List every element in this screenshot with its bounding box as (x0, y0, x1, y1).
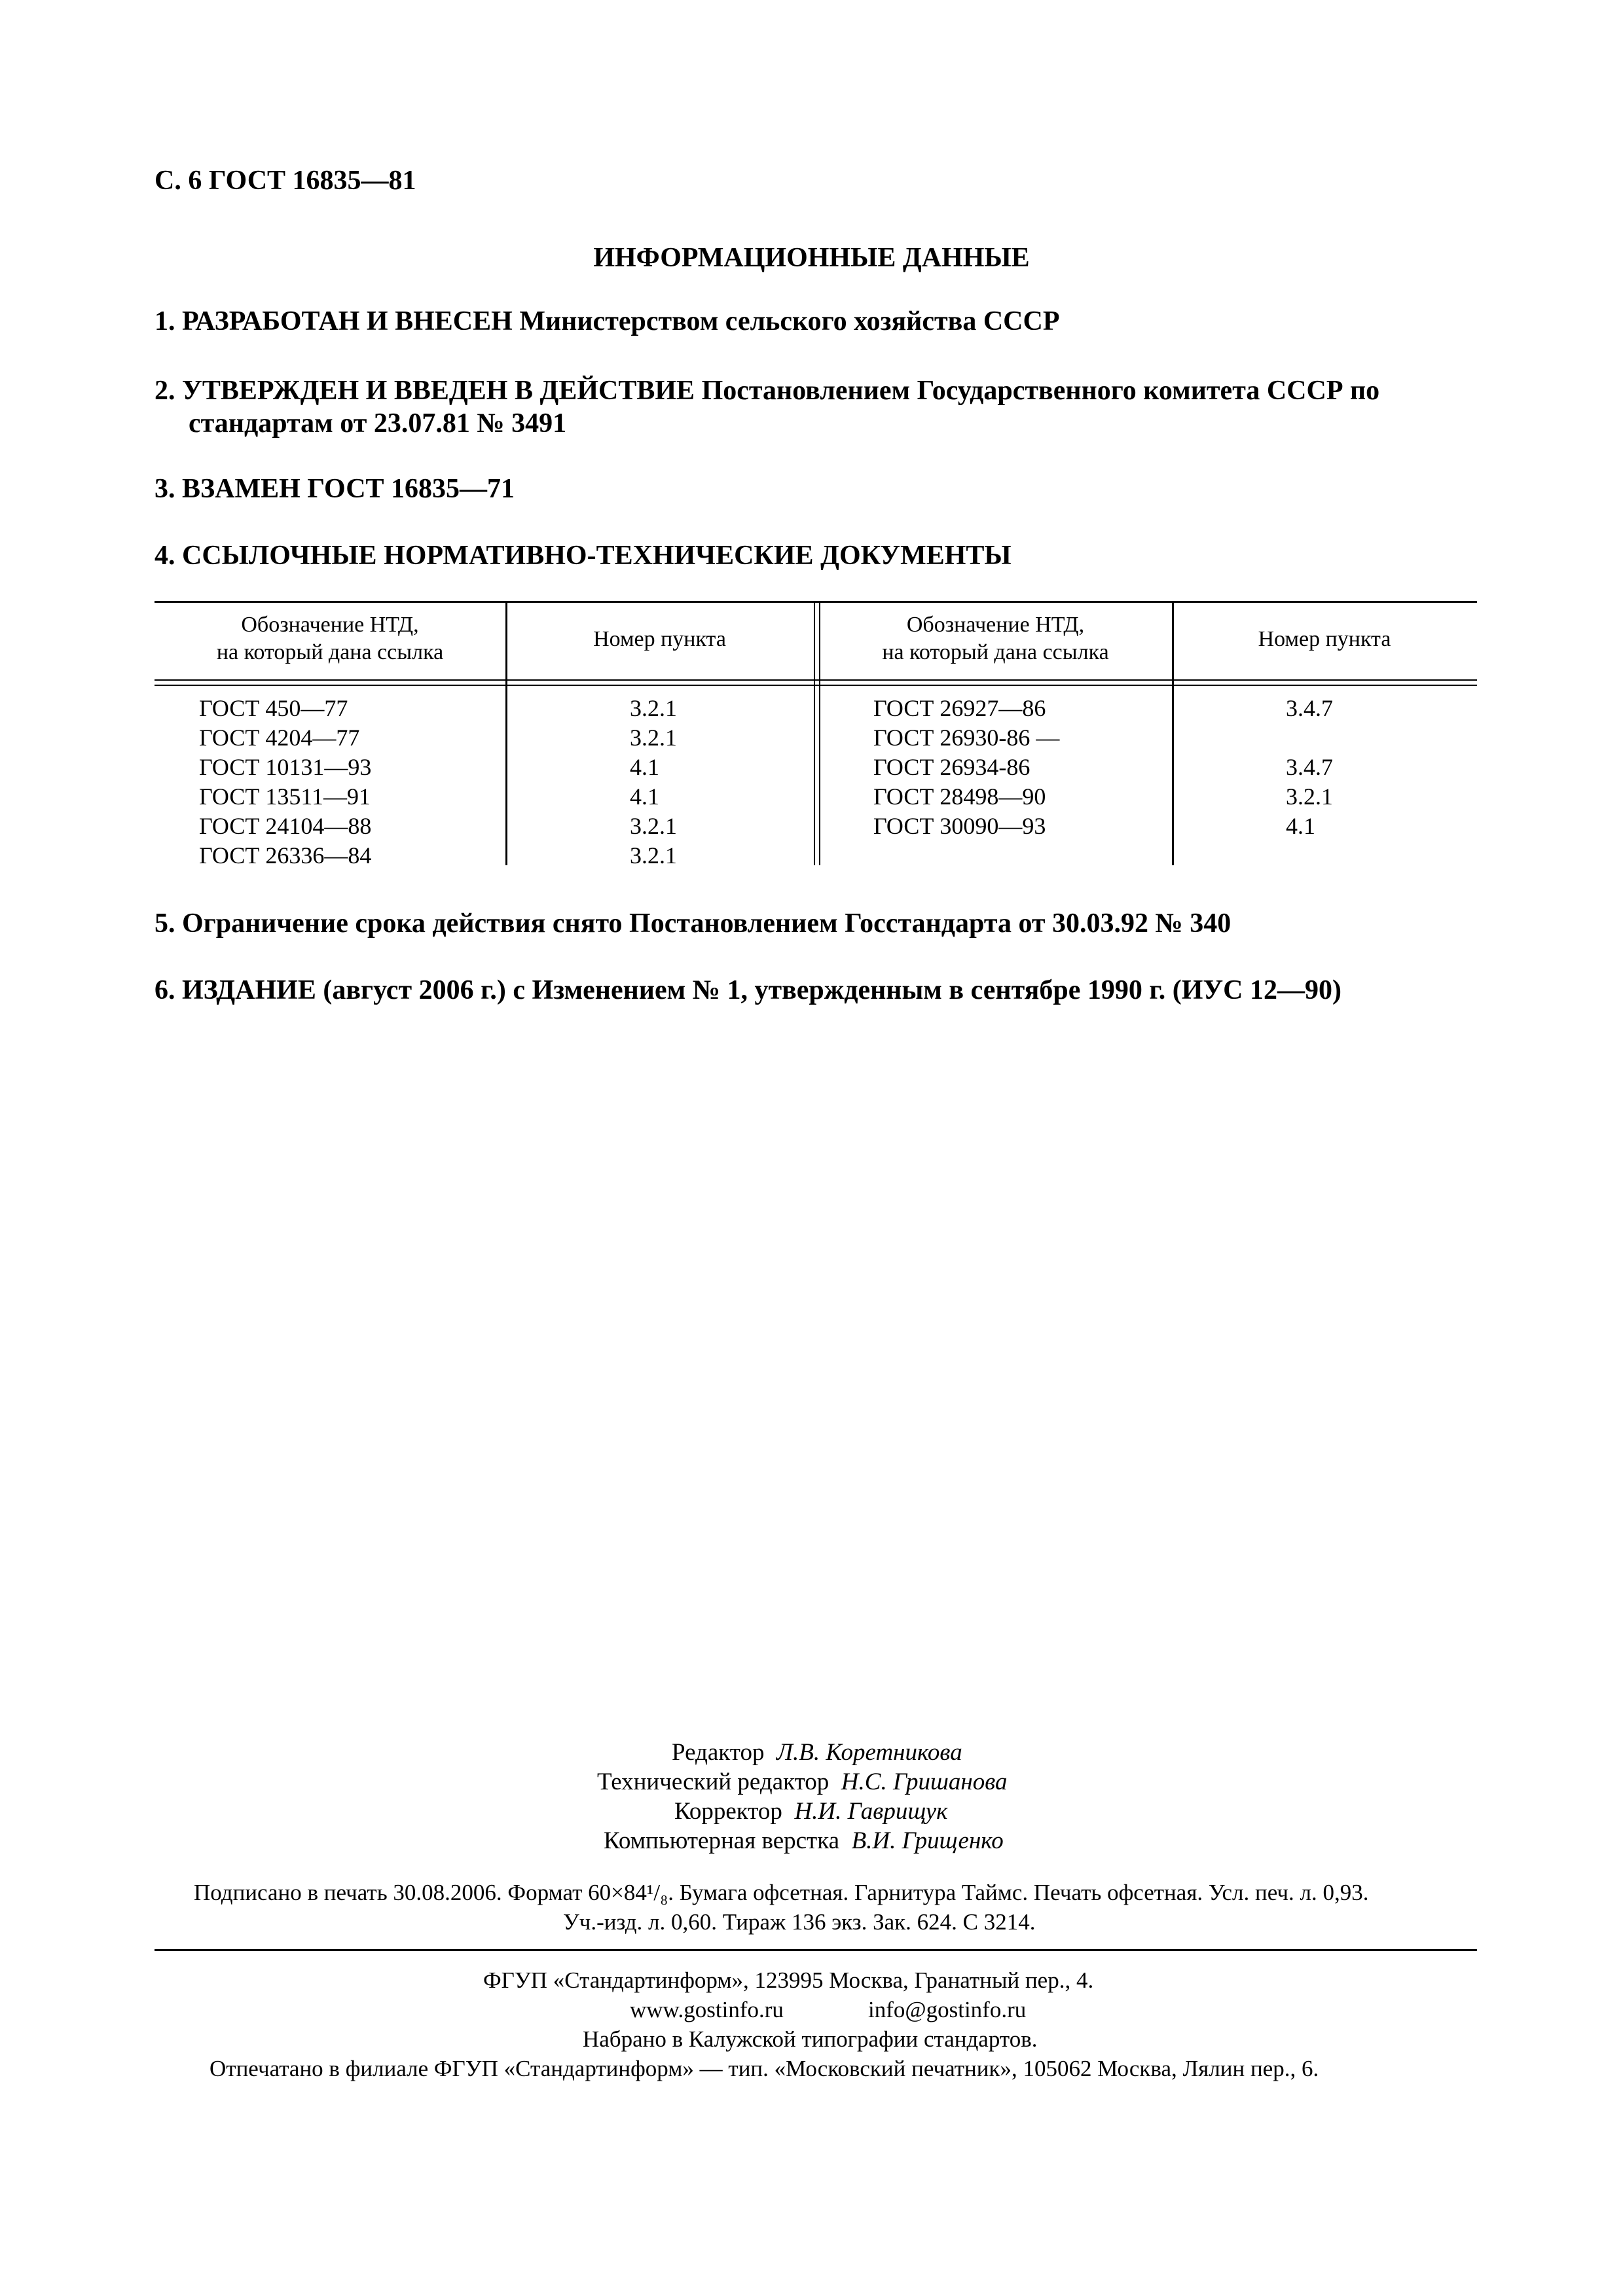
credit-tech-editor (597, 1768, 1008, 1796)
item-number: 1. (155, 306, 175, 336)
item-caps: ВЗАМЕН ГОСТ 16835—71 (182, 474, 515, 504)
table-cell-point: 3.2.1 (630, 813, 677, 839)
table-cell-point: 3.2.1 (630, 725, 677, 751)
table-cell-doc: ГОСТ 10131—93 (199, 754, 372, 780)
item-number: 5. (155, 908, 175, 939)
publisher-email: info@gostinfo.ru (868, 1997, 1027, 2022)
table-header-rule (155, 685, 1477, 686)
item-number: 3. (155, 474, 175, 504)
credit-name: В.И. Грищенко (851, 1827, 1004, 1854)
table-top-rule (155, 601, 1477, 603)
item-text: (август 2006 г.) с Изменением № 1, утвержденным в сентябре 1990 г. (ИУС 12—90) (316, 975, 1341, 1005)
credit-name: Н.И. Гаврищук (794, 1798, 948, 1825)
table-cell-point: 3.2.1 (630, 842, 677, 869)
table-cell-doc: ГОСТ 26930-86 — (873, 725, 1060, 751)
item-number: 2. (155, 376, 175, 406)
item-caps: ИЗДАНИЕ (182, 975, 316, 1005)
item-caps: УТВЕРЖДЕН И ВВЕДЕН В ДЕЙСТВИЕ (182, 376, 695, 406)
item-number: 4. (155, 541, 175, 571)
info-item-1 (155, 305, 1477, 338)
publisher-printed: Отпечатано в филиале ФГУП «Стандартинформ» — тип. «Московский печатник», 105062 Москва, Лялин пер., 6. (210, 2056, 1319, 2081)
table-header-rule (155, 679, 1477, 681)
footer-rule (155, 1949, 1477, 1951)
header-ntd-right (819, 611, 1172, 666)
column-divider (814, 601, 815, 865)
imprint-line-1: Подписано в печать 30.08.2006. Формат 60×84¹/₈. Бумага офсетная. Гарнитура Таймс. Печать офсетная. Усл. печ. л. 0,93. (194, 1880, 1369, 1905)
table-cell-doc: ГОСТ 4204—77 (199, 725, 360, 751)
table-cell-doc: ГОСТ 26336—84 (199, 842, 372, 869)
credit-role: Редактор (672, 1739, 765, 1766)
info-item-2 (155, 374, 1511, 440)
credit-role: Технический редактор (597, 1768, 830, 1795)
header-ntd-left (155, 611, 505, 666)
credit-editor (672, 1738, 962, 1767)
info-item-6 (155, 974, 1477, 1007)
publisher-address: ФГУП «Стандартинформ», 123995 Москва, Гранатный пер., 4. (483, 1967, 1094, 1993)
credit-role: Компьютерная верстка (604, 1827, 840, 1854)
item-text: Министерством сельского хозяйства СССР (512, 306, 1060, 336)
table-cell-point: 4.1 (630, 754, 659, 780)
header-text: на который дана ссылка (882, 640, 1109, 664)
header-point-left: Номер пункта (593, 627, 726, 651)
running-head: С. 6 ГОСТ 16835—81 (155, 166, 416, 196)
table-cell-point: 3.2.1 (1286, 783, 1333, 810)
header-point-right: Номер пункта (1258, 627, 1391, 651)
item-text: Постановлением Государственного комитета СССР по стандартам от 23.07.81 № 3491 (189, 376, 1380, 439)
table-cell-doc: ГОСТ 450—77 (199, 695, 348, 721)
table-cell-point: 3.4.7 (1286, 754, 1333, 780)
credit-name: Н.С. Гришанова (841, 1768, 1008, 1795)
item-caps: РАЗРАБОТАН И ВНЕСЕН (182, 306, 513, 336)
credit-layout (604, 1827, 1004, 1855)
imprint-line-2: Уч.-изд. л. 0,60. Тираж 136 экз. Зак. 624. С 3214. (563, 1909, 1036, 1935)
info-item-5 (155, 907, 1477, 940)
section-title: ИНФОРМАЦИОННЫЕ ДАННЫЕ (593, 243, 1030, 273)
header-text: Обозначение НТД, (906, 613, 1085, 637)
table-cell-point: 4.1 (1286, 813, 1315, 839)
header-text: Обозначение НТД, (241, 613, 419, 637)
table-cell-doc: ГОСТ 24104—88 (199, 813, 372, 839)
credit-role: Корректор (674, 1798, 782, 1825)
table-cell-point: 3.4.7 (1286, 695, 1333, 721)
info-item-3 (155, 473, 1477, 505)
table-cell-doc: ГОСТ 30090—93 (873, 813, 1046, 839)
item-text: Ограничение срока действия снято Постановлением Госстандарта от 30.03.92 № 340 (182, 908, 1231, 939)
info-item-4 (155, 539, 1477, 572)
publisher-website: www.gostinfo.ru (630, 1997, 784, 2022)
table-cell-doc: ГОСТ 13511—91 (199, 783, 371, 810)
references-table (155, 601, 1477, 869)
item-caps: ССЫЛОЧНЫЕ НОРМАТИВНО-ТЕХНИЧЕСКИЕ ДОКУМЕНТЫ (182, 541, 1012, 571)
credit-name: Л.В. Коретникова (776, 1739, 962, 1766)
table-cell-doc: ГОСТ 26934-86 (873, 754, 1030, 780)
publisher-typeset: Набрано в Калужской типографии стандартов. (583, 2026, 1038, 2052)
table-cell-point: 4.1 (630, 783, 659, 810)
credit-proofreader (674, 1797, 948, 1825)
header-text: на который дана ссылка (216, 640, 444, 664)
item-number: 6. (155, 975, 175, 1005)
table-cell-doc: ГОСТ 26927—86 (873, 695, 1046, 721)
table-cell-point: 3.2.1 (630, 695, 677, 721)
table-cell-doc: ГОСТ 28498—90 (873, 783, 1046, 810)
